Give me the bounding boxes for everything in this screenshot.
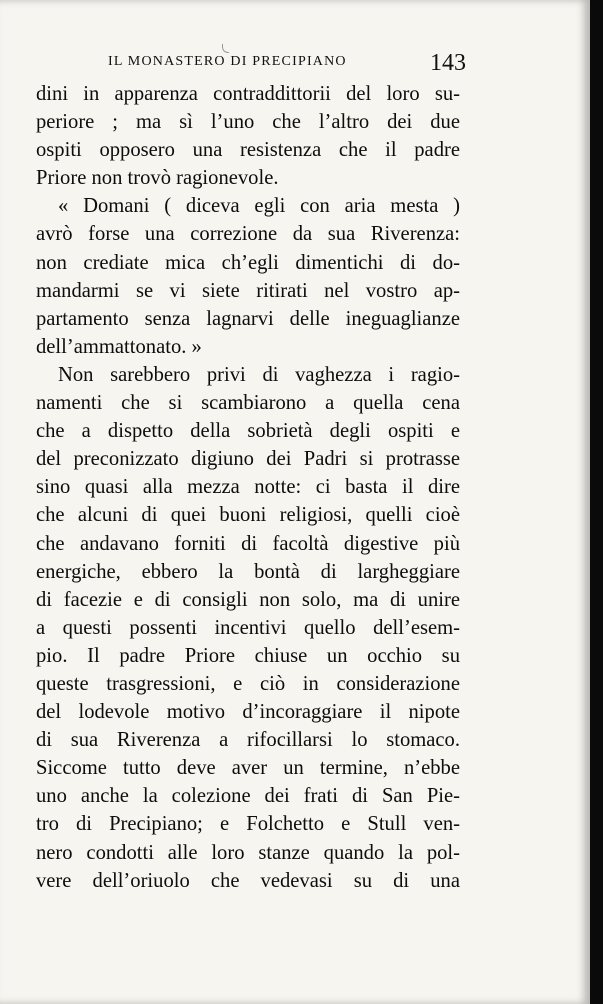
text-line: di facezie e di consigli non solo, ma di unire <box>36 588 460 611</box>
text-line: a questi possenti incentivi quello dell’esem- <box>36 616 460 639</box>
text-line: di sua Riverenza a rifocillarsi lo stomaco. <box>36 729 460 752</box>
text-line: avrò forse una correzione da sua Riverenza: <box>36 223 460 246</box>
body-text <box>36 80 460 895</box>
text-line: che alcuni di quei buoni religiosi, quelli cioè <box>36 504 460 527</box>
text-line: nero condotti alle loro stanze quando la pol- <box>36 841 460 864</box>
text-line: del lodevole motivo d’incoraggiare il nipote <box>36 701 460 724</box>
text-line: dini in apparenza contraddittorii del loro su- <box>36 83 460 105</box>
text-line: periore ; ma sì l’uno che l’altro dei due <box>36 111 460 134</box>
text-line: energiche, ebbero la bontà di largheggiare <box>36 560 460 583</box>
text-line: dell’ammattonato. » <box>36 335 202 358</box>
text-line: pio. Il padre Priore chiuse un occhio su <box>36 644 460 667</box>
text-line: vere dell’oriuolo che vedevasi su di una <box>36 869 460 892</box>
text-line: Non sarebbero privi di vaghezza i ragio- <box>58 363 460 386</box>
text-line: uno anche la colezione dei frati di San Pie- <box>36 785 460 808</box>
text-line: mandarmi se vi siete ritirati nel vostro ap- <box>36 279 460 302</box>
text-line: namenti che si scambiarono a quella cena <box>36 392 460 415</box>
text-line: tro di Precipiano; e Folchetto e Stull ven- <box>36 813 460 836</box>
running-title: IL MONASTERO DI PRECIPIANO <box>108 54 347 69</box>
text-line: del preconizzato digiuno dei Padri si protrasse <box>36 448 460 471</box>
text-line: partamento senza lagnarvi delle ineguaglianze <box>36 307 460 330</box>
text-line: queste trasgressioni, e ciò in considerazione <box>36 672 460 695</box>
text-line: non crediate mica ch’egli dimentichi di do- <box>36 251 460 274</box>
page-number: 143 <box>430 50 466 76</box>
text-line: Priore non trovò ragionevole. <box>36 167 279 190</box>
text-line: ospiti opposero una resistenza che il padre <box>36 139 460 162</box>
text-line: sino quasi alla mezza notte: ci basta il dire <box>36 476 460 499</box>
text-line: che a dispetto della sobrietà degli ospiti e <box>36 420 460 443</box>
text-line: Siccome tutto deve aver un termine, n’ebbe <box>36 757 460 780</box>
text-line: che andavano forniti di facoltà digestive più <box>36 532 460 555</box>
stray-mark <box>222 44 229 53</box>
page-edge-shadow <box>590 0 603 1004</box>
text-line: « Domani ( diceva egli con aria mesta ) <box>58 195 460 218</box>
